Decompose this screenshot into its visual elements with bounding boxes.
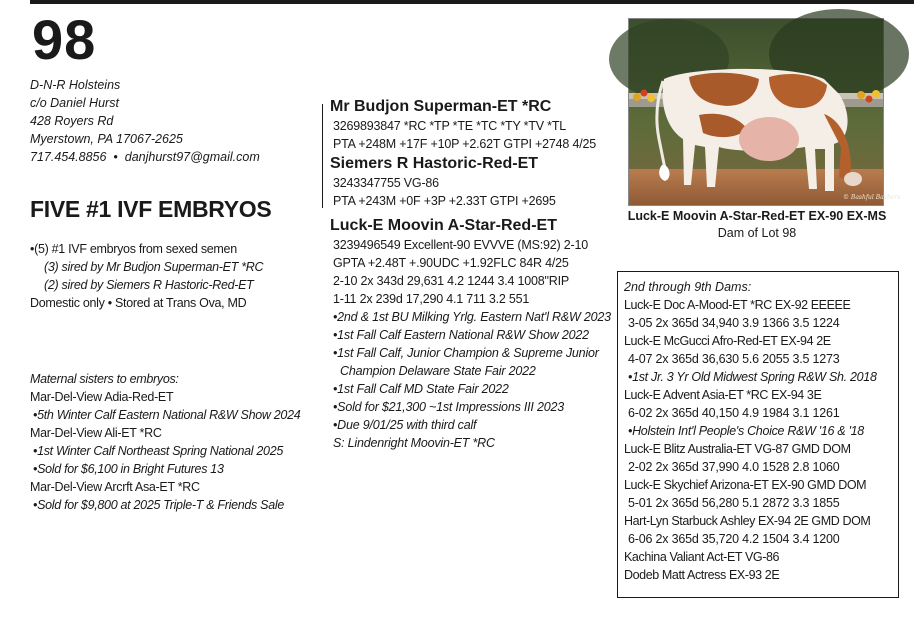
dam-sire: S: Lindenright Moovin-ET *RC xyxy=(333,436,495,450)
sister-note: •Sold for $6,100 in Bright Futures 13 xyxy=(33,462,224,476)
dam-achievement: •Sold for $21,300 ~1st Impressions III 2023 xyxy=(333,400,564,414)
offering-line: •(5) #1 IVF embryos from sexed semen xyxy=(30,242,237,256)
offering-line: (3) sired by Mr Budjon Superman-ET *RC xyxy=(44,260,264,274)
photographer-signature: © Bashful Bashers xyxy=(843,194,901,201)
dam-achievement: •1st Fall Calf Eastern National R&W Show 2022 xyxy=(333,328,589,342)
sister-note: •5th Winter Calf Eastern National R&W Show 2024 xyxy=(33,408,301,422)
dam-genomics: GPTA +2.48T +.90UDC +1.92FLC 84R 4/25 xyxy=(333,256,569,270)
consignor-name: D-N-R Holsteins xyxy=(30,78,121,92)
sire-name: Mr Budjon Superman-ET *RC xyxy=(330,98,552,115)
consignor-email: danjhurst97@gmail.com xyxy=(124,150,260,164)
maternal-sisters xyxy=(30,370,300,514)
dam-entry-record: 6-02 2x 365d 40,150 4.9 1984 3.1 1261 xyxy=(628,406,840,420)
offering-line: (2) sired by Siemers R Hastoric-Red-ET xyxy=(44,278,254,292)
sires-divider xyxy=(322,104,323,208)
photo-caption xyxy=(612,208,902,242)
offering-line: Domestic only • Stored at Trans Ova, MD xyxy=(30,296,247,310)
consignor-phone-email xyxy=(30,148,260,166)
dam-entry-award: •1st Jr. 3 Yr Old Midwest Spring R&W Sh. 2018 xyxy=(628,370,877,384)
dam-entry-record: 6-06 2x 365d 35,720 4.2 1504 3.4 1200 xyxy=(628,532,840,546)
dam-achievement: •1st Fall Calf MD State Fair 2022 xyxy=(333,382,509,396)
dams-box xyxy=(617,271,899,598)
consignor-block xyxy=(30,76,260,166)
consignor-city: Myerstown, PA 17067-2625 xyxy=(30,132,183,146)
pedigree-column xyxy=(330,96,620,452)
dam-entry-name: Luck-E Advent Asia-ET *RC EX-94 3E xyxy=(624,388,822,402)
sire-name: Siemers R Hastoric-Red-ET xyxy=(330,155,539,172)
sister-name: Mar-Del-View Ali-ET *RC xyxy=(30,426,162,440)
dam-entry-name: Kachina Valiant Act-ET VG-86 xyxy=(624,550,780,564)
dam-entry-record: 3-05 2x 365d 34,940 3.9 1366 3.5 1224 xyxy=(628,316,840,330)
bullet-separator: • xyxy=(109,150,122,164)
sister-note: •1st Winter Calf Northeast Spring National 2025 xyxy=(33,444,284,458)
sisters-label: Maternal sisters to embryos: xyxy=(30,372,179,386)
dam-achievement: •2nd & 1st BU Milking Yrlg. Eastern Nat'l R&W 2023 xyxy=(333,310,611,324)
dam-entry-name: Luck-E Skychief Arizona-ET EX-90 GMD DOM xyxy=(624,478,867,492)
dam-record: 2-10 2x 343d 29,631 4.2 1244 3.4 1008"RIP xyxy=(333,274,570,288)
dam-entry-record: 4-07 2x 365d 36,630 5.6 2055 3.5 1273 xyxy=(628,352,840,366)
dams-header: 2nd through 9th Dams: xyxy=(624,280,752,294)
dam-name: Luck-E Moovin A-Star-Red-ET xyxy=(330,217,557,234)
sire-registration: 3243347755 VG-86 xyxy=(333,176,439,190)
consignor-street: 428 Royers Rd xyxy=(30,114,114,128)
caption-sub: Dam of Lot 98 xyxy=(717,226,797,240)
dam-entry-award: •Holstein Int'l People's Choice R&W '16 & '18 xyxy=(628,424,864,438)
dam-entry-record: 5-01 2x 365d 56,280 5.1 2872 3.3 1855 xyxy=(628,496,840,510)
top-rule xyxy=(30,0,914,4)
dam-entry-record: 2-02 2x 365d 37,990 4.0 1528 2.8 1060 xyxy=(628,460,840,474)
caption-name: Luck-E Moovin A-Star-Red-ET EX-90 EX-MS xyxy=(627,209,887,223)
sire-genomics: PTA +243M +0F +3P +2.33T GTPI +2695 xyxy=(333,194,556,208)
cow-illustration xyxy=(629,19,901,205)
dam-entry-name: Dodeb Matt Actress EX-93 2E xyxy=(624,568,780,582)
dam-registration: 3239496549 Excellent-90 EVVVE (MS:92) 2-10 xyxy=(333,238,588,252)
sister-name: Mar-Del-View Arcrft Asa-ET *RC xyxy=(30,480,200,494)
consignor-phone: 717.454.8856 xyxy=(30,150,107,164)
dam-achievement: •1st Fall Calf, Junior Champion & Supreme Junior xyxy=(333,346,599,360)
dam-entry-name: Luck-E Doc A-Mood-ET *RC EX-92 EEEEE xyxy=(624,298,851,312)
dam-entry-name: Luck-E McGucci Afro-Red-ET EX-94 2E xyxy=(624,334,831,348)
offering-details xyxy=(30,240,263,312)
sister-name: Mar-Del-View Adia-Red-ET xyxy=(30,390,174,404)
dam-achievement: Champion Delaware State Fair 2022 xyxy=(340,364,536,378)
sire-genomics: PTA +248M +17F +10P +2.62T GTPI +2748 4/25 xyxy=(333,137,596,151)
consignor-contact: c/o Daniel Hurst xyxy=(30,96,119,110)
lot-headline: FIVE #1 IVF EMBRYOS xyxy=(30,196,272,222)
sire-registration: 3269893847 *RC *TP *TE *TC *TY *TV *TL xyxy=(333,119,567,133)
dam-entry-name: Luck-E Blitz Australia-ET VG-87 GMD DOM xyxy=(624,442,851,456)
lot-number: 98 xyxy=(32,8,97,71)
dam-entry-name: Hart-Lyn Starbuck Ashley EX-94 2E GMD DOM xyxy=(624,514,871,528)
dam-record: 1-11 2x 239d 17,290 4.1 711 3.2 551 xyxy=(333,292,530,306)
cow-photo xyxy=(628,18,901,206)
dam-achievement: •Due 9/01/25 with third calf xyxy=(333,418,477,432)
sister-note: •Sold for $9,800 at 2025 Triple-T & Friends Sale xyxy=(33,498,284,512)
